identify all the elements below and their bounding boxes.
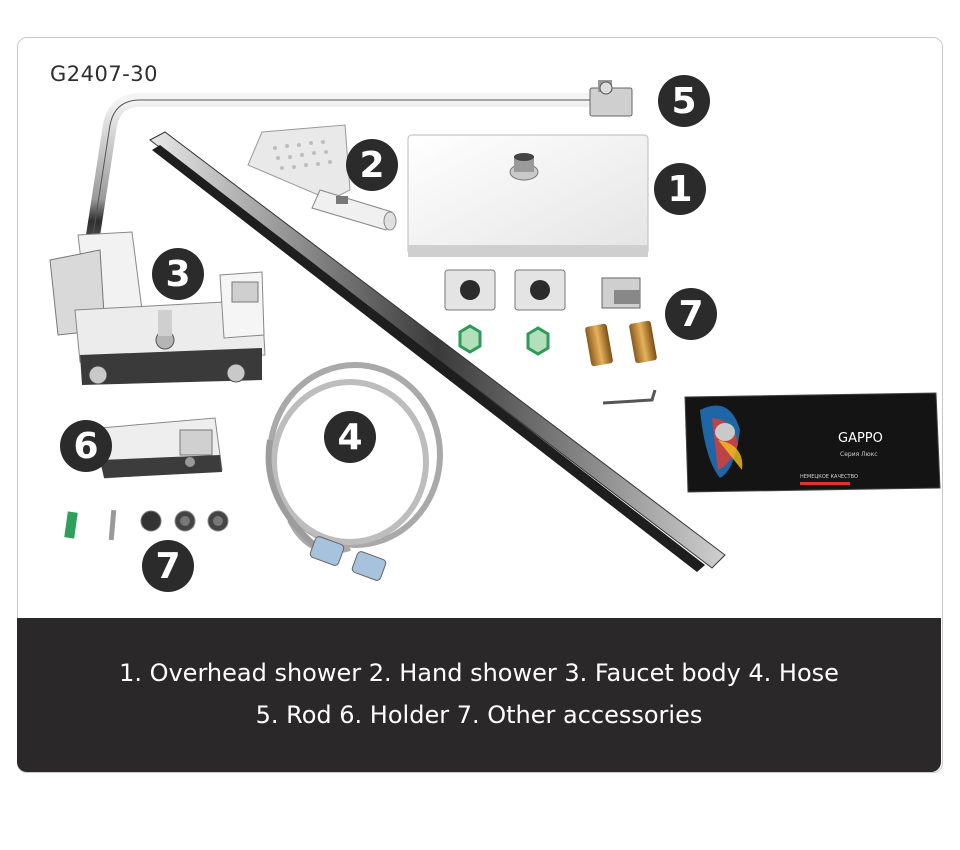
model-number: G2407-30 (50, 62, 159, 86)
legend-caption (17, 618, 941, 772)
holder (100, 418, 222, 478)
callout-3: 3 (152, 248, 204, 300)
box-subtitle: Серия Люкс (840, 451, 878, 458)
overhead-shower (408, 135, 648, 257)
accessories-left (64, 510, 228, 540)
callout-1: 1 (654, 163, 706, 215)
brand-logo: GAPPO (838, 431, 883, 446)
gappo-box (685, 393, 940, 492)
callout-7-right: 7 (665, 288, 717, 340)
callout-7-left: 7 (142, 540, 194, 592)
legend-line-2: 5. Rod 6. Holder 7. Other accessories (255, 701, 703, 729)
box-small-text: НЕМЕЦКОЕ КАЧЕСТВО (800, 474, 858, 480)
callout-5: 5 (658, 75, 710, 127)
faucet-body (50, 232, 265, 385)
callout-4: 4 (324, 411, 376, 463)
callout-2: 2 (346, 139, 398, 191)
callout-6: 6 (60, 420, 112, 472)
product-photo (17, 37, 941, 617)
legend-line-1: 1. Overhead shower 2. Hand shower 3. Faucet body 4. Hose (119, 659, 839, 687)
